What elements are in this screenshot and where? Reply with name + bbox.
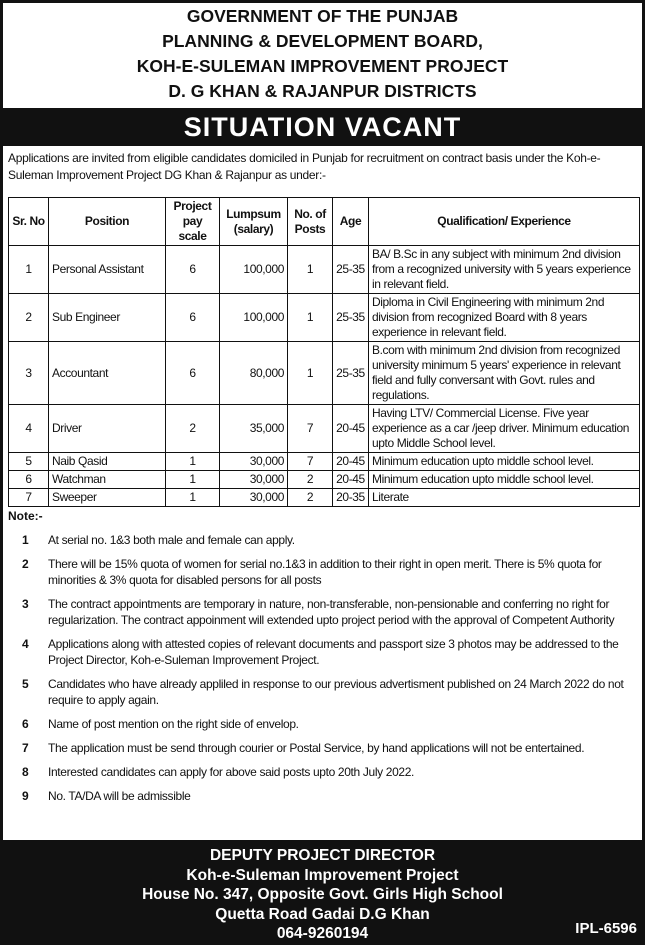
note-text: At serial no. 1&3 both male and female can apply. (48, 533, 295, 547)
note-text: No. TA/DA will be admissible (48, 789, 191, 803)
table-cell: 5 (9, 453, 49, 471)
table-cell: B.com with minimum 2nd division from recognized university minimum 5 years' experience in relevant field and fully conversant with Govt. rules and regulations. (369, 342, 640, 405)
footer-line: Quetta Road Gadai D.G Khan (215, 905, 430, 923)
table-cell: Personal Assistant (49, 246, 166, 294)
table-row (9, 453, 640, 471)
table-cell: 1 (166, 471, 220, 489)
table-row (9, 489, 640, 507)
note-item (8, 676, 640, 708)
table-row (9, 342, 640, 405)
col-header: Lumpsum (salary) (220, 198, 288, 246)
table-cell: 80,000 (220, 342, 288, 405)
notes-section (8, 509, 640, 804)
note-number: 9 (22, 789, 29, 803)
note-number: 7 (22, 741, 29, 755)
footer-line: DEPUTY PROJECT DIRECTOR (209, 847, 436, 864)
table-header-row (9, 198, 640, 246)
table-cell: Driver (49, 405, 166, 453)
footer-line: Koh-e-Suleman Improvement Project (186, 866, 459, 884)
table-cell: 4 (9, 405, 49, 453)
note-number: 6 (22, 717, 29, 731)
table-cell: Naib Qasid (49, 453, 166, 471)
table-cell: 20-45 (333, 471, 369, 489)
table-cell: 7 (288, 453, 333, 471)
table-cell: Having LTV/ Commercial License. Five year experience as a car /jeep driver. Minimum education upto Middle School level. (369, 405, 640, 453)
table-cell: 30,000 (220, 453, 288, 471)
table-cell: 1 (288, 246, 333, 294)
table-row (9, 405, 640, 453)
note-item (8, 556, 640, 588)
note-number: 8 (22, 765, 29, 779)
table-cell: Literate (369, 489, 640, 507)
footer-contact (0, 840, 645, 945)
note-text: The contract appointments are temporary in nature, non-transferable, non-pensionable and conferring no right for regularization. The contract appoinment will extended upto project period with the approval of Competent Authority (48, 597, 615, 627)
note-number: 4 (22, 637, 29, 651)
table-cell: 1 (166, 489, 220, 507)
note-text: Candidates who have already appliled in response to our previous advertisment published on 24 March 2022 do not require to apply again. (48, 677, 624, 707)
table-cell: 2 (9, 294, 49, 342)
vacancy-table (8, 197, 640, 507)
header-line: D. G KHAN & RAJANPUR DISTRICTS (168, 81, 477, 101)
header-line: KOH-E-SULEMAN IMPROVEMENT PROJECT (136, 56, 509, 76)
main-content (8, 197, 640, 837)
table-cell: 20-45 (333, 405, 369, 453)
col-header: No. of Posts (288, 198, 333, 246)
table-row (9, 294, 640, 342)
note-item (8, 636, 640, 668)
note-number: 1 (22, 533, 29, 547)
table-cell: 1 (288, 294, 333, 342)
table-cell: 2 (288, 471, 333, 489)
table-cell: 20-35 (333, 489, 369, 507)
note-number: 3 (22, 597, 29, 611)
note-text: Name of post mention on the right side of envelop. (48, 717, 299, 731)
table-cell: 35,000 (220, 405, 288, 453)
table-cell: 100,000 (220, 294, 288, 342)
table-cell: 25-35 (333, 342, 369, 405)
table-cell: BA/ B.Sc in any subject with minimum 2nd division from a recognized university with 5 years experience in relevant field. (369, 246, 640, 294)
footer-line: House No. 347, Opposite Govt. Girls High School (142, 886, 503, 903)
table-cell: 30,000 (220, 489, 288, 507)
table-cell: 1 (9, 246, 49, 294)
note-text: The application must be send through courier or Postal Service, by hand applications will not be entertained. (48, 741, 585, 755)
note-item (8, 532, 640, 548)
notes-label: Note:- (8, 509, 43, 523)
footer-line: 064-9260194 (276, 925, 369, 942)
situation-vacant-banner: SITUATION VACANT (0, 108, 645, 146)
note-item (8, 764, 640, 780)
col-header: Project pay scale (166, 198, 220, 246)
table-cell: 6 (166, 294, 220, 342)
header (0, 4, 645, 104)
table-cell: Diploma in Civil Engineering with minimum 2nd division from recognized Board with 8 years experience in relevant field. (369, 294, 640, 342)
note-item (8, 740, 640, 756)
table-cell: Minimum education upto middle school level. (369, 471, 640, 489)
col-header: Qualification/ Experience (369, 198, 640, 246)
table-row (9, 246, 640, 294)
table-cell: 1 (166, 453, 220, 471)
table-cell: 20-45 (333, 453, 369, 471)
table-cell: 1 (288, 342, 333, 405)
table-cell: 2 (166, 405, 220, 453)
table-cell: Watchman (49, 471, 166, 489)
note-item (8, 596, 640, 628)
note-item (8, 716, 640, 732)
col-header: Position (49, 198, 166, 246)
col-header: Age (333, 198, 369, 246)
note-number: 5 (22, 677, 29, 691)
note-text: Interested candidates can apply for above said posts upto 20th July 2022. (48, 765, 415, 779)
table-cell: 7 (288, 405, 333, 453)
table-cell: Sweeper (49, 489, 166, 507)
table-cell: 25-35 (333, 246, 369, 294)
note-item (8, 788, 640, 804)
table-cell: 6 (9, 471, 49, 489)
table-cell: Accountant (49, 342, 166, 405)
table-cell: 6 (166, 246, 220, 294)
table-cell: 100,000 (220, 246, 288, 294)
table-cell: Minimum education upto middle school level. (369, 453, 640, 471)
header-line: PLANNING & DEVELOPMENT BOARD, (162, 31, 483, 51)
table-row (9, 471, 640, 489)
table-cell: 2 (288, 489, 333, 507)
col-header: Sr. No (9, 198, 49, 246)
table-cell: Sub Engineer (49, 294, 166, 342)
table-cell: 30,000 (220, 471, 288, 489)
note-text: There will be 15% quota of women for serial no.1&3 in addition to their right in open merit. There is 5% quota for minorities & 3% quota for disabled persons for all posts (48, 557, 602, 587)
table-cell: 3 (9, 342, 49, 405)
table-cell: 6 (166, 342, 220, 405)
ad-code: IPL-6596 (575, 920, 637, 937)
table-cell: 7 (9, 489, 49, 507)
note-number: 2 (22, 557, 29, 571)
note-text: Applications along with attested copies of relevant documents and passport size 3 photos may be addressed to the Project Director, Koh-e-Suleman Improvement Project. (48, 637, 619, 667)
table-cell: 25-35 (333, 294, 369, 342)
header-line: GOVERNMENT OF THE PUNJAB (186, 6, 459, 26)
intro-text: Applications are invited from eligible candidates domiciled in Punjab for recruitment on contract basis under the Koh-e-Suleman Improvement Project DG Khan & Rajanpur as under:- (8, 151, 601, 182)
